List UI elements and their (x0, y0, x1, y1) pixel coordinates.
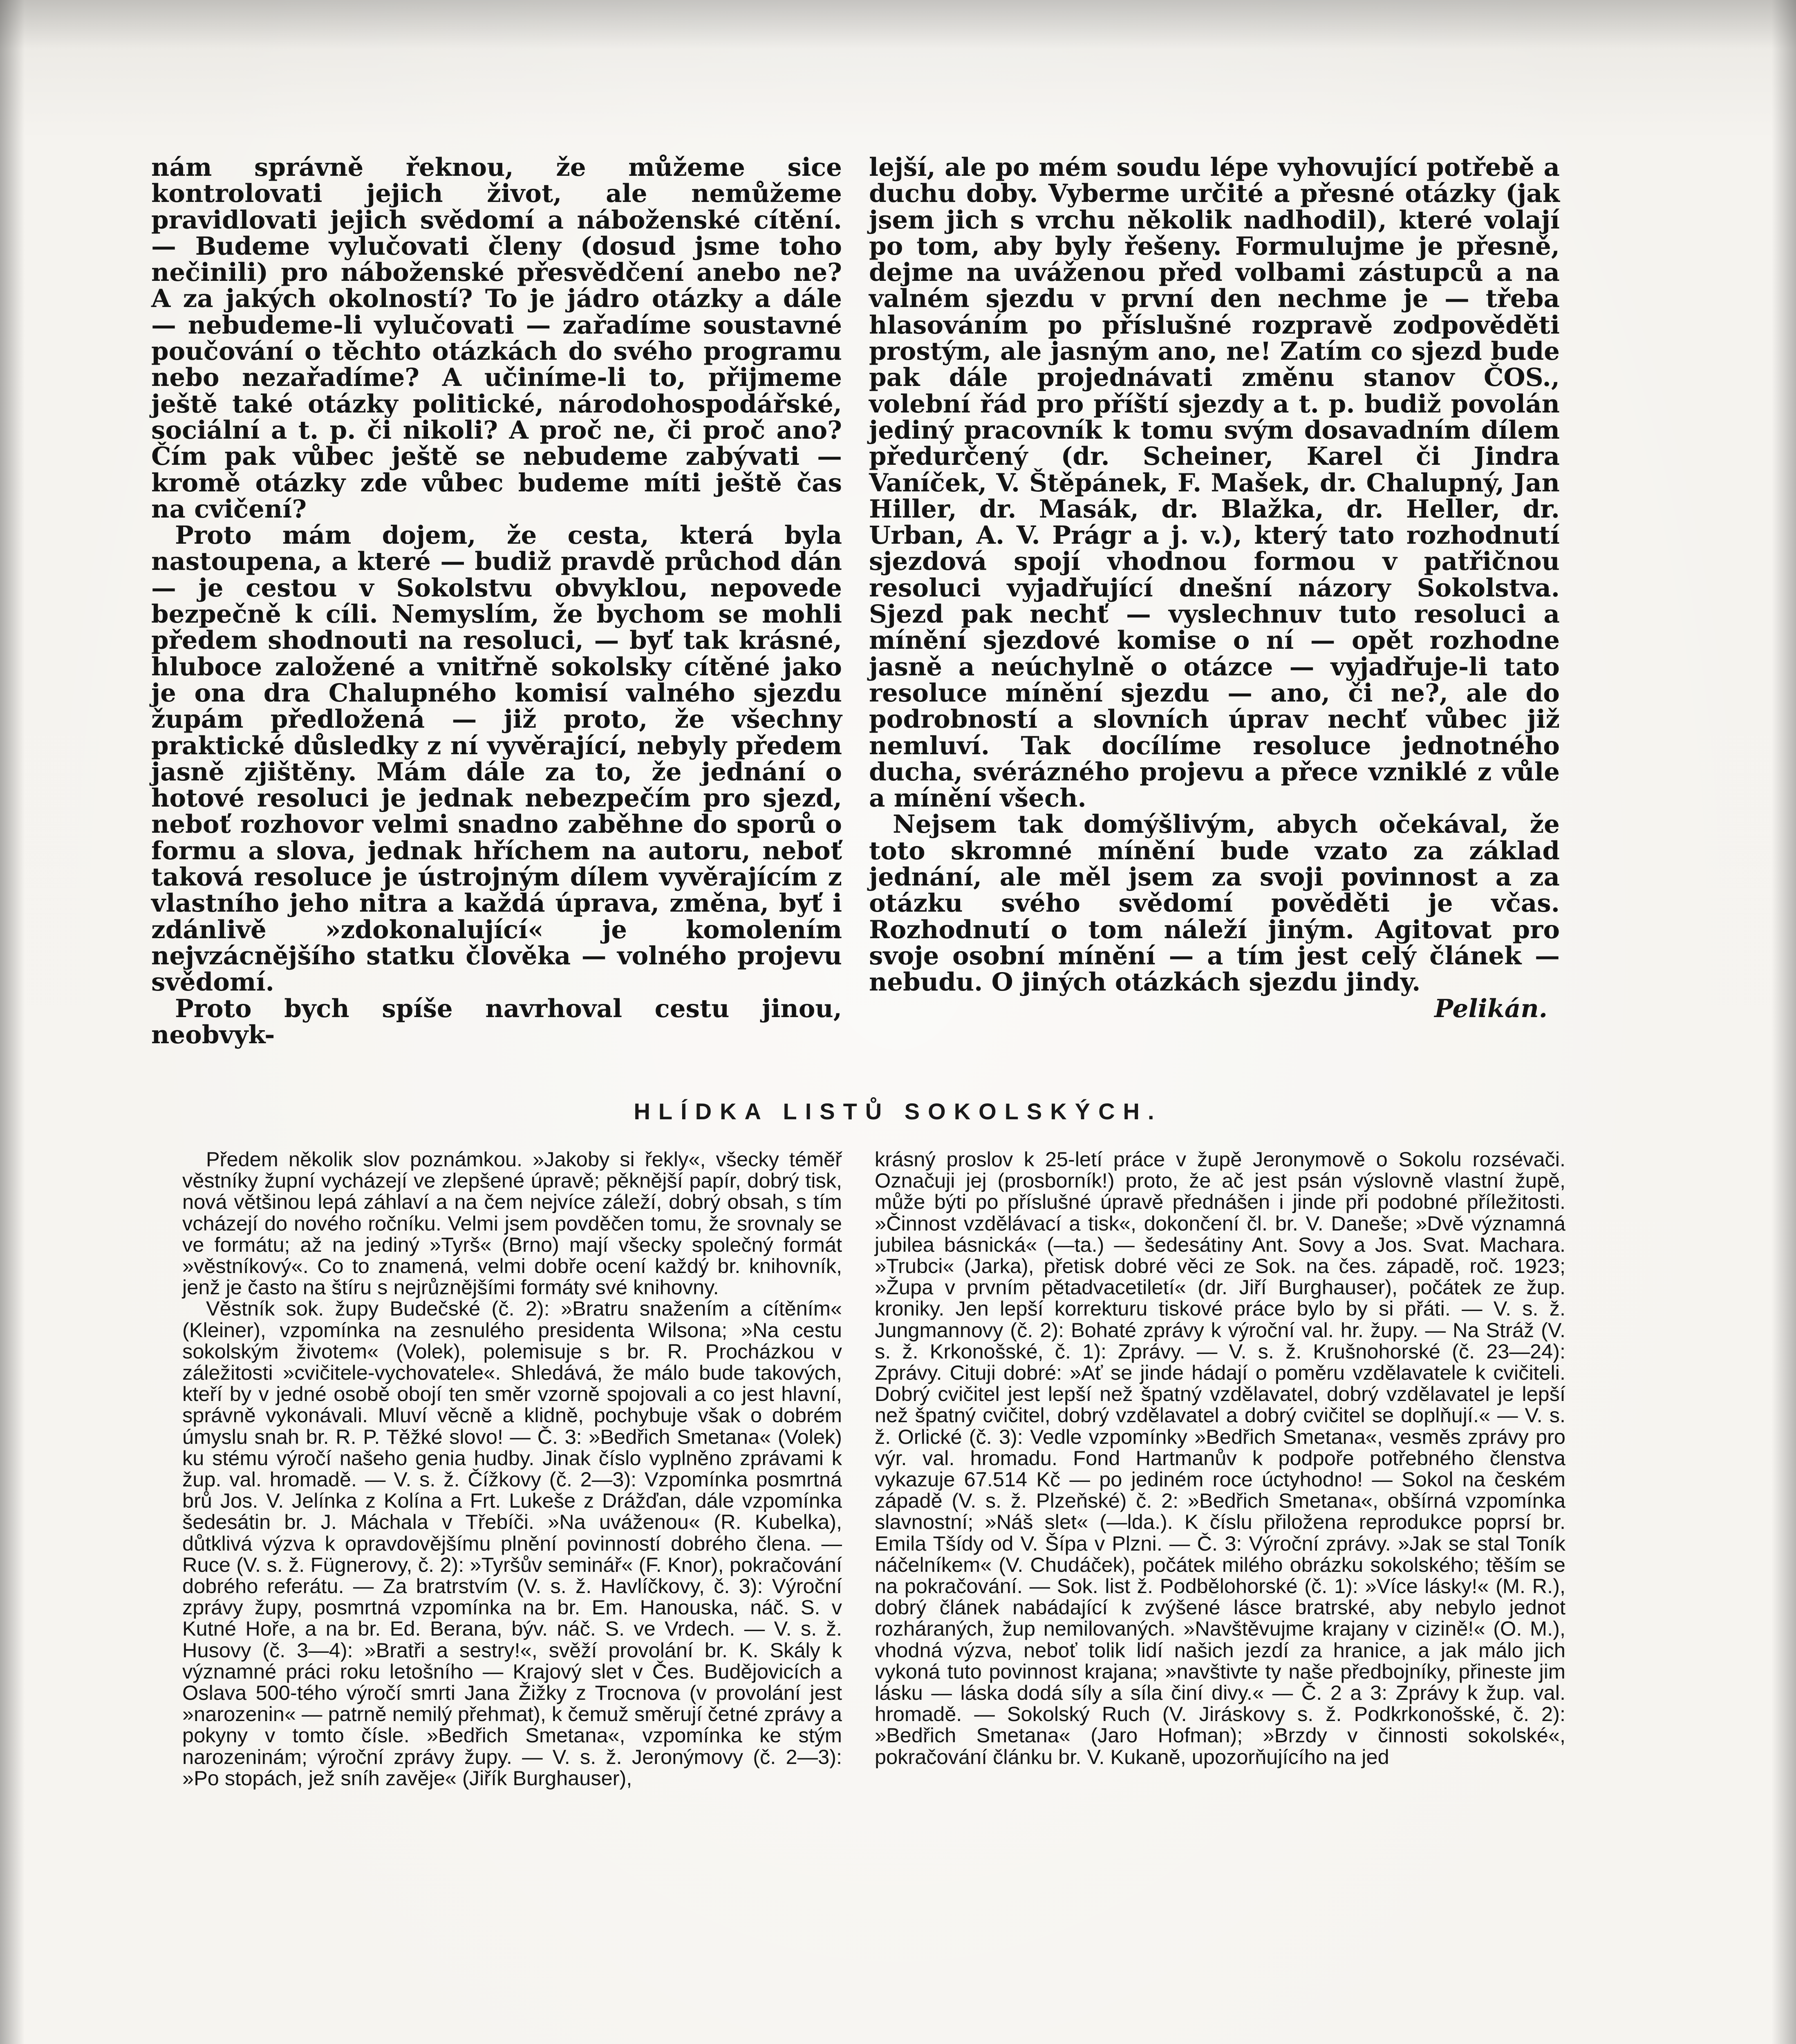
article-paragraph: Nejsem tak domýšlivým, abych očekával, že toto skromné mínění bude vzato za základ jednání, ale měl jsem za svoji povinnost a za otázku svého svědomí pověděti je včas. Rozhodnutí o tom náleží jiným. Agitovat pro svoje osobní mínění — a tím jest celý článek — nebudu. O jiných otázkách sjezdu jindy. (869, 810, 1560, 997)
review-paragraph: krásný proslov k 25-letí práce v župě Jeronymově o Sokolu rozsévači. Označuji jej (prosborník!) proto, že ač jest psán výslovně vlastní župě, může býti po příslušné úpravě přednášen i jinde při podobné příležitosti. »Činnost vzdělávací a tisk«, dokončení čl. br. V. Daneše; »Dvě významná jubilea básnická« (—ta.) — šedesátiny Ant. Sovy a Jos. Svat. Machara. »Trubci« (Jarka), přetisk dobré věci ze Sok. na čes. západě, roč. 1923; »Župa v prvním pětadvacetiletí« (dr. Jiří Burghauser), počátek ze žup. kroniky. Jen lepší korrekturu tiskové práce bylo by si přáti. — V. s. ž. Jungmannovy (č. 2): Bohaté zprávy k výroční val. hr. župy. — Na Stráž (V. s. ž. Krkonošské, č. 1): Zprávy. — V. s. ž. Krušnohorské (č. 23—24): Zprávy. Cituji dobré: »Ať se jinde hádají o poměru vzdělavatele k cvičiteli. Dobrý cvičitel jest lepší než špatný vzdělavatel, dobrý vzdělavatel je lepší než špatný cvičitel, dobrý vzdělavatel a dobrý cvičitel se doplňují.« — V. s. ž. Orlické (č. 3): Vedle vzpomínky »Bedřich Smetana«, vesměs zprávy pro výr. val. hromadu. Fond Hartmanův k podpoře potřebného členstva vykazuje 67.514 Kč — po jediném roce úctyhodno! — Sokol na českém západě (V. s. ž. Plzeňské) č. 2: »Bedřich Smetana«, obšírná vzpomínka slavnostní; »Náš slet« (—lda.). K číslu přiložena reprodukce poprsí br. Emila Tšídy od V. Šípa v Plzni. — Č. 3: Výroční zprávy. »Jak se stal Toník náčelníkem« (V. Chudáček), počátek milého obrázku sokolského; těším se na pokračování. — Sok. list ž. Podbělohorské (č. 1): »Více lásky!« (M. R.), dobrý článek nabádající k zvýšené lásce bratrské, aby nebylo jednot rozháraných, žup nemilovaných. »Navštěvujme krajany v cizině!« (O. M.), vhodná výzva, neboť tolik lidí našich jezdí za hranice, a jak málo jich vykoná tuto povinnost krajana; »navštivte ty naše předbojníky, přineste jim lásku — láska dodá síly a síla činí divy.« — Č. 2 a 3: Zprávy k žup. val. hromadě. — Sokolský Ruch (V. Jiráskovy s. ž. Podkrkonošské, č. 2): »Bedřich Smetana« (Jaro Hofman); »Brzdy v činnosti sokolské«, pokračování článku br. V. Kukaně, upozorňujícího na jed (875, 1148, 1565, 1768)
article-paragraph: Proto bych spíše navrhoval cestu jinou, neobvyk- (151, 994, 842, 1049)
article-column-left (151, 155, 842, 1048)
article-paragraph: nám správně řeknou, že můžeme sice kontrolovati jejich život, ale nemůžeme pravidlovati jejich svědomí a náboženské cítění. — Budeme vylučovati členy (dosud jsme toho nečinili) pro náboženské přesvědčení anebo ne? A za jakých okolností? To je jádro otázky a dále — nebudeme-li vylučovati — zařadíme soustavné poučování o těchto otázkách do svého programu nebo nezařadíme? A učiníme-li to, přijmeme ještě také otázky politické, národohospodářské, sociální a t. p. či nikoli? A proč ne, či proč ano? Čím pak vůbec ještě se nebudeme zabývati — kromě otázky zde vůbec budeme míti ještě čas na cvičení? (151, 153, 842, 524)
scan-shadow-right (1771, 0, 1796, 2044)
section-title: HLÍDKA LISTŮ SOKOLSKÝCH. (634, 1098, 1162, 1124)
article-paragraph: lejší, ale po mém soudu lépe vyhovující potřebě a duchu doby. Vyberme určité a přesné otázky (jak jsem jich s vrchu několik nadhodil), které volají po tom, aby byly řešeny. Formulujme je přesně, dejme na uváženou před volbami zástupců a na valném sjezdu v první den nechme je — třeba hlasováním po příslušné rozpravě zodpověděti prostým, ale jasným ano, ne! Zatím co sjezd bude pak dále projednávati změnu stanov ČOS., volební řád pro příští sjezdy a t. p. budiž povolán jediný pracovník k tomu svým dosavadním dílem předurčený (dr. Scheiner, Karel či Jindra Vaníček, V. Štěpánek, F. Mašek, dr. Chalupný, Jan Hiller, dr. Masák, dr. Blažka, dr. Heller, dr. Urban, A. V. Prágr a j. v.), který tato rozhodnutí sjezdová spojí vhodnou formou v patřičnou resoluci vyjadřující dnešní názory Sokolstva. Sjezd pak nechť — vyslechnuv tuto resoluci a mínění sjezdové komise o ní — opět rozhodne jasně a neúchylně o otázce — vyjadřuje-li tato resoluce mínění sjezdu — ano, či ne?, ale do podrobností a slovních úprav nechť vůbec již nemluví. Tak docílíme resoluce jednotného ducha, svérázného projevu a přece vzniklé z vůle a mínění všech. (869, 153, 1560, 813)
scan-shadow-top (0, 0, 1796, 49)
review-paragraph: Předem několik slov poznámkou. »Jakoby si řekly«, všecky téměř věstníky župní vycházejí ve zlepšené úpravě; pěknější papír, dobrý tisk, nová většinou lepá záhlaví a na čem nejvíce záleží, dobrý obsah, s tím vcházejí do nového ročníku. Velmi jsem povděčen tomu, že srovnaly se ve formátu; až na jediný »Tyrš« (Brno) mají všecky společný formát »věstníkový«. Co to znamená, velmi dobře ocení každý br. knihovník, jenž je často na štíru s nejrůznějšími formáty své knihovny. (182, 1148, 842, 1299)
review-paragraph: Věstník sok. župy Budečské (č. 2): »Bratru snažením a cítěním« (Kleiner), vzpomínka na zesnulého presidenta Wilsona; »Na cestu sokolským životem« (Volek), polemisuje s br. R. Procházkou v záležitosti »cvičitele-vychovatele«. Shledává, že málo bude takových, kteří by v jedné osobě obojí ten směr vzorně spojovali a co jest hlavní, správně vykonávali. Mluví věcně a klidně, pochybuje však o dobrém úmyslu snah br. R. P. Těžké slovo! — Č. 3: »Bedřich Smetana« (Volek) ku stému výročí našeho genia hudby. Jinak číslo vyplněno zprávami k žup. val. hromadě. — V. s. ž. Čížkovy (č. 2—3): Vzpomínka posmrtná brů Jos. V. Jelínka z Kolína a Frt. Lukeše z Drážďan, dále vzpomínka šedesátin br. J. Máchala v Třebíči. »Na uváženou« (R. Kubelka), důtklivá výzva k opravdovějšímu plnění povinností dobrého člena. — Ruce (V. s. ž. Fügnerovy, č. 2): »Tyršův seminář« (F. Knor), pokračování dobrého referátu. — Za bratrstvím (V. s. ž. Havlíčkovy, č. 3): Výroční zprávy župy, posmrtná vzpomínka na br. Em. Hanouska, náč. S. v Kutné Hoře, a na br. Ed. Berana, býv. náč. S. ve Vrdech. — V. s. ž. Husovy (č. 3—4): »Bratři a sestry!«, svěží provolání br. K. Skály k významné práci roku letošního — Krajový slet v Čes. Budějovicích a Oslava 500-tého výročí smrti Jana Žižky z Trocnova (v provolání jest »narozenin« — patrně nemilý přehmat), k čemuž směrují četné zprávy a pokyny v tomto čísle. »Bedřich Smetana«, vzpomínka ke stým narozeninám; výroční zprávy župy. — V. s. ž. Jeronýmovy (č. 2—3): »Po stopách, jež sníh zavěje« (Jiřík Burghauser), (182, 1297, 842, 1790)
article-column-right (869, 155, 1560, 1022)
scan-shadow-left (0, 0, 25, 2044)
review-column-left (182, 1149, 842, 1789)
review-column-right (875, 1149, 1565, 1768)
author-signature: Pelikán. (1434, 994, 1547, 1023)
article-paragraph: Proto mám dojem, že cesta, která byla nastoupena, a které — budiž pravdě průchod dán — je cestou v Sokolstvu obvyklou, nepovede bezpečně k cíli. Nemyslím, že bychom se mohli předem shodnouti na resoluci, — byť tak krásné, hluboce založené a vnitřně sokolsky cítěné jako je ona dra Chalupného komisí valného sjezdu župám předložená — již proto, že všechny praktické důsledky z ní vyvěrající, nebyly předem jasně zjištěny. Mám dále za to, že jednání o hotové resoluci je jednak nebezpečím pro sjezd, neboť rozhovor velmi snadno zaběhne do sporů o formu a slova, jednak hříchem na autoru, neboť taková resoluce je ústrojným dílem vyvěrajícím z vlastního jeho nitra a každá úprava, změna, byť i zdánlivě »zdokonalující« je komolením nejvzácnějšího statku člověka — volného projevu svědomí. (151, 521, 842, 997)
